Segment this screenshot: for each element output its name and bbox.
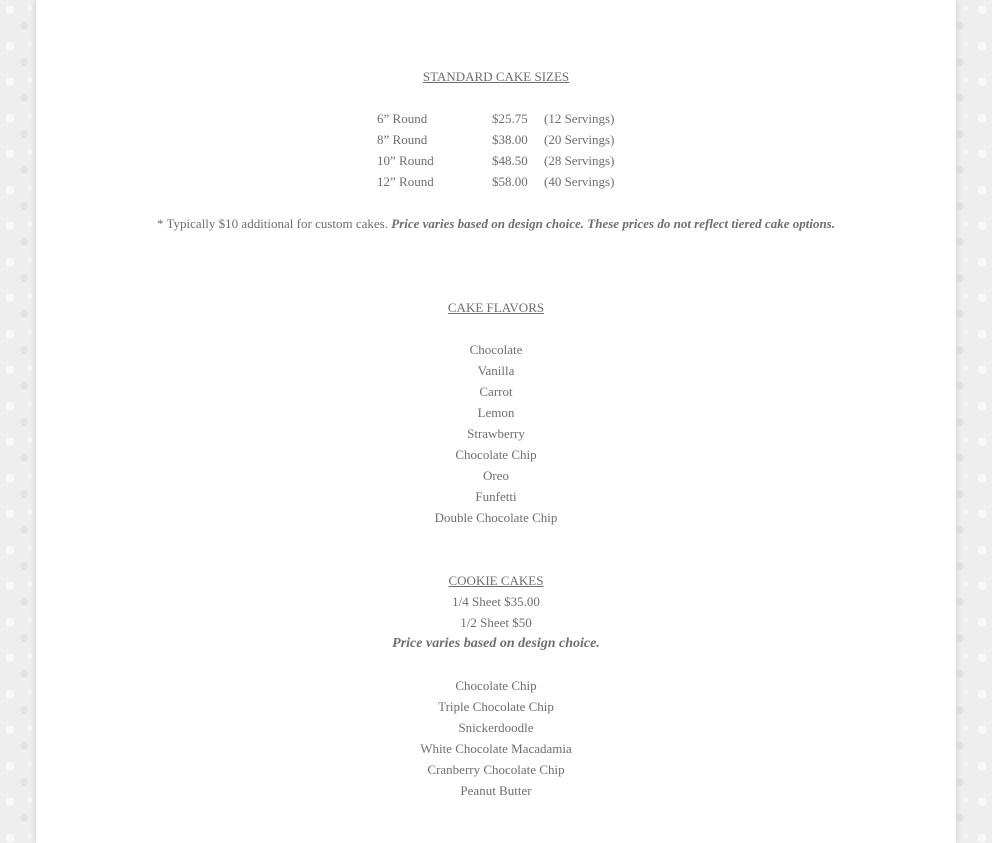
size-price: $25.75 — [492, 111, 528, 126]
size-servings: (20 Servings) — [544, 132, 615, 147]
flavor-item: Funfetti — [475, 489, 517, 504]
size-label: 6” Round — [377, 111, 428, 126]
flavor-item: Lemon — [477, 405, 515, 420]
flavor-item: Carrot — [479, 384, 513, 399]
custom-cake-note-plain: * Typically $10 additional for custom cakes. — [157, 216, 392, 231]
size-price: $48.50 — [492, 153, 528, 168]
content-panel — [36, 0, 956, 843]
size-servings: (28 Servings) — [544, 153, 615, 168]
flavor-item: Strawberry — [467, 426, 525, 441]
cookie-sheet-quarter: 1/4 Sheet $35.00 — [452, 594, 540, 609]
size-servings: (40 Servings) — [544, 174, 615, 189]
size-price: $38.00 — [492, 132, 528, 147]
size-label: 10” Round — [377, 153, 434, 168]
standard-cake-sizes-heading: STANDARD CAKE SIZES — [422, 69, 570, 84]
cookie-flavor-item: Triple Chocolate Chip — [438, 699, 554, 714]
cookie-flavor-item: Snickerdoodle — [458, 720, 534, 735]
size-label: 12” Round — [377, 174, 434, 189]
flavor-item: Double Chocolate Chip — [434, 510, 558, 525]
custom-cake-note-bold: Price varies based on design choice. These prices do not reflect tiered cake options. — [391, 216, 835, 231]
cookie-flavor-item: Peanut Butter — [460, 783, 532, 798]
size-label: 8” Round — [377, 132, 428, 147]
cake-flavors-heading: CAKE FLAVORS — [447, 300, 545, 315]
flavor-item: Vanilla — [477, 363, 515, 378]
cookie-flavor-item: White Chocolate Macadamia — [420, 741, 572, 756]
flavor-item: Chocolate Chip — [455, 447, 537, 462]
size-price: $58.00 — [492, 174, 528, 189]
cookie-cakes-heading: COOKIE CAKES — [448, 573, 544, 588]
cookie-sheet-half: 1/2 Sheet $50 — [460, 615, 532, 630]
cookie-price-note: Price varies based on design choice. — [392, 636, 600, 651]
cookie-flavor-item: Chocolate Chip — [455, 678, 537, 693]
flavor-item: Chocolate — [469, 342, 523, 357]
custom-cake-note — [36, 213, 956, 234]
size-servings: (12 Servings) — [544, 111, 615, 126]
flavor-item: Oreo — [483, 468, 509, 483]
cookie-flavor-item: Cranberry Chocolate Chip — [427, 762, 565, 777]
